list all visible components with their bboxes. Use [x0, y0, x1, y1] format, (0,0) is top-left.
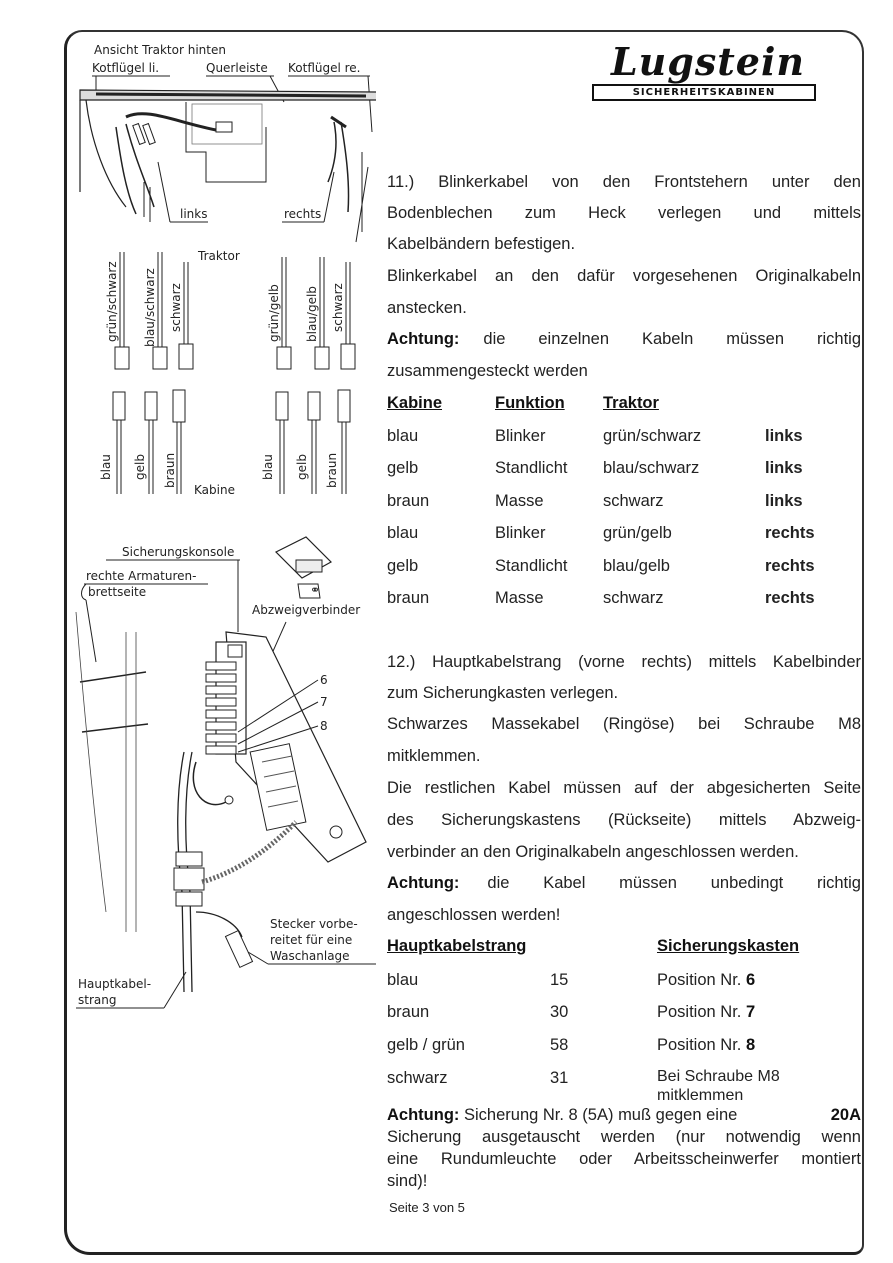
section-12-line-2: zum Sicherungkasten verlegen.: [387, 684, 619, 702]
table2-row-4-color: schwarz: [387, 1069, 448, 1087]
table-row-3-kabine: braun: [387, 492, 430, 510]
label-kabine: Kabine: [194, 483, 235, 497]
table2-header-hauptkabelstrang: Hauptkabelstrang: [387, 937, 527, 955]
wiring-diagram: [66, 32, 376, 1052]
final-note-line-2: Sicherung ausgetauscht werden (nur notwendig wenn: [387, 1128, 861, 1146]
table-row-5-side: rechts: [765, 557, 815, 575]
wire-label-blau-left: blau: [99, 454, 113, 480]
table2-row-1-pos-label: Position Nr.: [657, 971, 742, 989]
table-row-5-funktion: Standlicht: [495, 557, 568, 575]
label-num-8: 8: [320, 719, 328, 733]
label-armaturen-1: rechte Armaturen-: [86, 569, 197, 583]
page-number: Seite 3 von 5: [389, 1200, 465, 1215]
label-rechts: rechts: [284, 207, 322, 221]
table2-row-2-pos: [657, 1003, 755, 1022]
traktor-wires-right: [267, 257, 355, 369]
table-row-2-kabine: gelb: [387, 459, 419, 477]
table2-row-3-pos-num: 8: [745, 1036, 756, 1054]
wire-label-blau-right: blau: [261, 454, 275, 480]
table2-row-2-num: 30: [550, 1003, 569, 1021]
table1-header-traktor: Traktor: [603, 394, 659, 412]
label-armaturen-2: brettseite: [88, 585, 147, 599]
section-11-achtung-text: die einzelnen Kabeln müssen richtig: [483, 330, 861, 348]
label-querleiste: Querleiste: [206, 61, 268, 75]
table2-row-2-color: braun: [387, 1003, 430, 1021]
label-abzweigverbinder: Abzweigverbinder: [252, 603, 361, 617]
table-row-3-side: links: [765, 492, 803, 510]
wire-label-schwarz-left: schwarz: [169, 283, 183, 332]
table2-row-2-pos-num: 7: [745, 1003, 756, 1021]
table-row-6-side: rechts: [765, 589, 815, 607]
table-row-2-side: links: [765, 459, 803, 477]
section-11-achtung: [387, 324, 861, 355]
section-12-line-1: 12.) Hauptkabelstrang (vorne rechts) mittels Kabelbinder: [387, 653, 861, 671]
section-12-achtung-label: Achtung:: [387, 874, 460, 892]
table-row-3-funktion: Masse: [495, 492, 544, 510]
table-row-1-side: links: [765, 427, 803, 445]
final-note-line-4: sind)!: [387, 1172, 428, 1190]
table2-row-4-line-2: mitklemmen: [657, 1087, 744, 1104]
table-row-4-kabine: blau: [387, 524, 419, 542]
section-11-line-1: 11.) Blinkerkabel von den Frontstehern unter den: [387, 173, 861, 191]
section-12-achtung-line-2: angeschlossen werden!: [387, 906, 561, 924]
label-sicherungskonsole: Sicherungskonsole: [122, 545, 235, 559]
table2-row-3-color: gelb / grün: [387, 1036, 465, 1054]
traktor-wires-left: [105, 252, 193, 369]
label-kotfluegel-re: Kotflügel re.: [288, 61, 361, 75]
table-row-5-kabine: gelb: [387, 557, 419, 575]
section-12-achtung-text: die Kabel müssen unbedingt richtig: [487, 874, 861, 892]
table2-row-3-pos-label: Position Nr.: [657, 1036, 742, 1054]
section-12-achtung: [387, 868, 861, 899]
final-note-line-1: [387, 1104, 861, 1126]
section-11-line-2: Bodenblechen zum Heck verlegen und mittels: [387, 204, 861, 222]
table2-row-3-num: 58: [550, 1036, 569, 1054]
wire-label-schwarz-right: schwarz: [331, 283, 345, 332]
table-row-1-funktion: Blinker: [495, 427, 546, 445]
table2-header-sicherungskasten: Sicherungskasten: [657, 937, 800, 955]
label-links: links: [180, 207, 208, 221]
label-num-7: 7: [320, 695, 328, 709]
table-row-3-traktor: schwarz: [603, 492, 664, 510]
table-row-4-funktion: Blinker: [495, 524, 546, 542]
wire-label-gruen-schwarz: grün/schwarz: [105, 261, 119, 342]
kabine-wires-left: [99, 390, 185, 494]
company-logo: [592, 39, 824, 101]
table-row-2-funktion: Standlicht: [495, 459, 568, 477]
final-note-label: Achtung:: [387, 1106, 460, 1124]
section-12-line-5: Die restlichen Kabel müssen auf der abgesicherten Seite: [387, 779, 861, 797]
label-stecker-1: Stecker vorbe-: [270, 917, 358, 931]
label-haupt-1: Hauptkabel-: [78, 977, 152, 991]
table2-row-1-color: blau: [387, 971, 419, 989]
table-row-6-traktor: schwarz: [603, 589, 664, 607]
table-row-4-traktor: grün/gelb: [603, 524, 672, 542]
table-row-1-traktor: grün/schwarz: [603, 427, 702, 445]
table1-header-kabine: Kabine: [387, 394, 443, 412]
wire-label-blau-schwarz: blau/schwarz: [143, 268, 157, 347]
table2-row-4-line-1: Bei Schraube M8: [657, 1068, 780, 1085]
final-note-line-1a: Sicherung Nr. 8 (5A) muß gegen eine: [464, 1106, 738, 1124]
diagram-top-caption: Ansicht Traktor hinten: [94, 43, 226, 57]
final-note-line-3: eine Rundumleuchte oder Arbeitsscheinwerfer montiert: [387, 1150, 861, 1168]
table-row-2-traktor: blau/schwarz: [603, 459, 700, 477]
svg-text:⚭: ⚭: [310, 583, 321, 597]
table2-row-4-num: 31: [550, 1069, 569, 1087]
label-stecker-3: Waschanlage: [270, 949, 350, 963]
fuse-console-drawing: [193, 632, 366, 862]
wire-label-braun-left: braun: [163, 452, 177, 488]
section-12-line-3: Schwarzes Massekabel (Ringöse) bei Schraube M8: [387, 715, 861, 733]
wire-label-gruen-gelb: grün/gelb: [267, 284, 281, 342]
table-row-1-kabine: blau: [387, 427, 419, 445]
table2-row-2-pos-label: Position Nr.: [657, 1003, 742, 1021]
wire-label-gelb-right: gelb: [295, 454, 309, 480]
abzweigverbinder-drawing: [276, 537, 331, 598]
section-11-achtung-line-2: zusammengesteckt werden: [387, 362, 588, 380]
final-note-20a: 20A: [830, 1106, 861, 1124]
table2-row-3-pos: [657, 1036, 755, 1055]
table-row-6-kabine: braun: [387, 589, 430, 607]
table2-row-1-pos-num: 6: [745, 971, 756, 989]
section-12-line-7: verbinder an den Originalkabeln angeschlossen werden.: [387, 843, 799, 861]
table2-row-1-num: 15: [550, 971, 569, 989]
table2-row-1-pos: [657, 971, 755, 990]
wire-label-gelb-left: gelb: [133, 454, 147, 480]
final-note-line-1-text: [387, 1104, 737, 1126]
table-row-4-side: rechts: [765, 524, 815, 542]
label-kotfluegel-li: Kotflügel li.: [92, 61, 160, 75]
label-stecker-2: reitet für eine: [270, 933, 353, 947]
logo-name: Lugstein: [610, 39, 806, 84]
table1-header-funktion: Funktion: [495, 394, 565, 412]
section-11-line-5: anstecken.: [387, 299, 467, 317]
logo-subtitle: SICHERHEITSKABINEN: [592, 84, 816, 101]
label-haupt-2: strang: [78, 993, 117, 1007]
label-num-6: 6: [320, 673, 328, 687]
label-traktor: Traktor: [198, 249, 240, 263]
section-12-line-6: des Sicherungskastens (Rückseite) mittels Abzweig-: [387, 811, 861, 829]
section-11-line-4: Blinkerkabel an den dafür vorgesehenen Originalkabeln: [387, 267, 861, 285]
kabine-wires-right: [261, 390, 350, 494]
wire-label-braun-right: braun: [325, 452, 339, 488]
table-row-6-funktion: Masse: [495, 589, 544, 607]
table-row-5-traktor: blau/gelb: [603, 557, 670, 575]
section-11-achtung-label: Achtung:: [387, 330, 460, 348]
wire-label-blau-gelb: blau/gelb: [305, 286, 319, 342]
section-12-line-4: mitklemmen.: [387, 747, 481, 765]
section-11-line-3: Kabelbändern befestigen.: [387, 235, 576, 253]
